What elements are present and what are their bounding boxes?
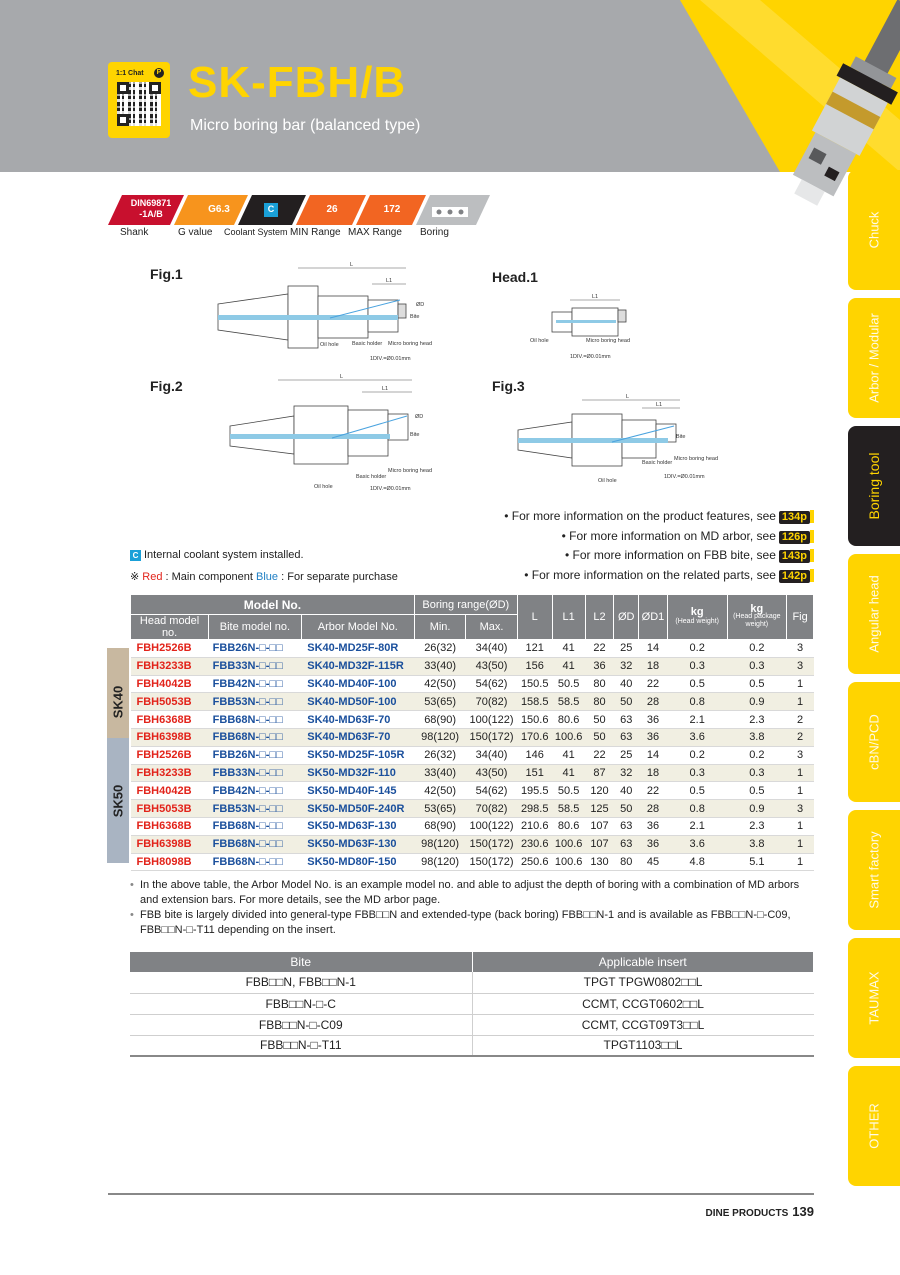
cell-L: 170.6 [517,728,552,746]
svg-text:Basic holder: Basic holder [642,460,673,466]
tab-arbor-modular[interactable]: Arbor / Modular [848,298,900,418]
cell-head-weight: 0.3 [667,657,727,675]
table-row [130,993,814,1014]
cell-L1: 41 [552,764,585,782]
cell-D1: 36 [639,728,668,746]
cell-D1: 36 [639,711,668,729]
th-D1: ØD1 [639,595,668,640]
min-range-label: MIN Range [290,227,341,238]
ref-features: • For more information on the product features, see 134p [504,509,814,524]
cell-D1: 18 [639,764,668,782]
fig3-drawing [512,392,719,492]
group-sk40: SK40 [107,648,129,756]
cell-max: 100(122) [466,711,517,729]
cell-L: 210.6 [517,817,552,835]
cell-insert: TPGT1103□□L [472,1035,814,1056]
cell-min: 33(40) [414,657,465,675]
cell-max: 34(40) [466,640,517,658]
cell-package-weight: 0.5 [727,675,787,693]
cell-arbor-model: SK40-MD50F-100 [301,693,414,711]
cell-fig: 1 [787,675,814,693]
cell-max: 150(172) [466,728,517,746]
cell-L2: 80 [585,675,614,693]
svg-text:L1: L1 [382,386,389,392]
svg-text:1DIV.=Ø0.01mm: 1DIV.=Ø0.01mm [664,474,705,480]
cell-head-model: FBH8098B [131,853,209,871]
cell-fig: 3 [787,657,814,675]
cell-package-weight: 2.3 [727,817,787,835]
cell-head-weight: 2.1 [667,711,727,729]
cell-fig: 1 [787,693,814,711]
cell-L: 195.5 [517,782,552,800]
cell-L2: 80 [585,693,614,711]
cell-L1: 80.6 [552,817,585,835]
svg-text:L1: L1 [656,402,663,408]
th-arbor-model: Arbor Model No. [301,615,414,640]
cell-L1: 58.5 [552,693,585,711]
cell-L2: 50 [585,711,614,729]
cell-L: 121 [517,640,552,658]
max-range-value: 172 [383,204,401,215]
cell-arbor-model: SK40-MD40F-100 [301,675,414,693]
note-item: • In the above table, the Arbor Model No. is an example model no. and able to adjust the depth of boring with a combination of MD arbors and extension bars. For more details, see the MD arbor page. [130,878,814,908]
cell-L1: 100.6 [552,835,585,853]
notes-list [130,878,814,938]
svg-text:Oil hole: Oil hole [314,484,333,490]
svg-text:Micro boring head: Micro boring head [388,468,433,474]
product-table [130,594,814,871]
svg-text:Basic holder: Basic holder [352,341,383,347]
cell-D: 25 [614,746,639,764]
table-row [131,764,814,782]
cell-max: 70(82) [466,693,517,711]
category-sidebar [848,170,900,1275]
cell-bite-model: FBB26N-□-□□ [209,640,302,658]
svg-text:1DIV.=Ø0.01mm: 1DIV.=Ø0.01mm [370,356,411,362]
coolant-note: C Internal coolant system installed. [130,549,304,561]
cell-max: 70(82) [466,800,517,818]
cell-L1: 100.6 [552,728,585,746]
tab-taumax[interactable]: TAUMAX [848,938,900,1058]
cell-head-weight: 0.2 [667,640,727,658]
cell-bite: FBB□□N-□-C [130,993,472,1014]
table-row [131,711,814,729]
svg-text:L: L [340,374,344,380]
cell-L: 151 [517,764,552,782]
qr-chat-label: 1:1 Chat [116,70,144,77]
tab-smart-factory[interactable]: Smart factory [848,810,900,930]
th-L1: L1 [552,595,585,640]
tab-other[interactable]: OTHER [848,1066,900,1186]
cell-fig: 1 [787,835,814,853]
svg-text:Micro boring head: Micro boring head [388,341,433,347]
table-row [130,1035,814,1056]
cell-arbor-model: SK50-MD32F-110 [301,764,414,782]
coolant-label: Coolant System [224,227,288,237]
cell-L1: 58.5 [552,800,585,818]
svg-text:L: L [626,394,630,400]
cell-L: 250.6 [517,853,552,871]
cell-bite-model: FBB68N-□-□□ [209,817,302,835]
cell-head-model: FBH3233B [131,764,209,782]
th-max: Max. [466,615,517,640]
cell-max: 54(62) [466,675,517,693]
group-sk50: SK50 [107,738,129,863]
cell-fig: 1 [787,782,814,800]
cell-L2: 87 [585,764,614,782]
cell-min: 53(65) [414,693,465,711]
cell-L1: 41 [552,657,585,675]
cell-bite-model: FBB33N-□-□□ [209,657,302,675]
th-boring-range: Boring range(ØD) [414,595,517,615]
cell-D1: 45 [639,853,668,871]
cell-package-weight: 0.9 [727,693,787,711]
th-bite: Bite [130,952,472,972]
cell-D: 40 [614,675,639,693]
cell-D1: 14 [639,746,668,764]
th-D: ØD [614,595,639,640]
table-row [131,835,814,853]
head1-label: Head.1 [492,269,538,285]
svg-text:Micro boring head: Micro boring head [586,338,631,344]
cell-fig: 3 [787,800,814,818]
cell-head-model: FBH2526B [131,746,209,764]
cell-L2: 107 [585,835,614,853]
cell-D1: 18 [639,657,668,675]
page-link-142[interactable]: 142p [779,570,810,583]
cell-bite-model: FBB68N-□-□□ [209,711,302,729]
tab-chuck[interactable]: Chuck [848,170,900,290]
cell-min: 98(120) [414,853,465,871]
cell-D1: 22 [639,675,668,693]
cell-insert: CCMT, CCGT0602□□L [472,993,814,1014]
svg-text:ØD: ØD [416,302,425,308]
cell-D: 80 [614,853,639,871]
min-range-value: 26 [326,204,338,215]
cell-L: 150.6 [517,711,552,729]
cell-fig: 1 [787,817,814,835]
cell-max: 43(50) [466,657,517,675]
svg-text:1DIV.=Ø0.01mm: 1DIV.=Ø0.01mm [370,486,411,492]
bite-insert-table [130,952,814,1057]
cell-bite-model: FBB33N-□-□□ [209,764,302,782]
cell-L1: 50.5 [552,675,585,693]
cell-D1: 36 [639,835,668,853]
cell-arbor-model: SK40-MD63F-70 [301,711,414,729]
cell-package-weight: 3.8 [727,835,787,853]
cell-L: 158.5 [517,693,552,711]
footer-brand: DINE PRODUCTS [705,1208,789,1219]
page-link-134[interactable]: 134p [779,511,810,524]
cell-L: 156 [517,657,552,675]
cell-head-weight: 0.8 [667,800,727,818]
cell-package-weight: 0.5 [727,782,787,800]
table-row [131,728,814,746]
cell-D: 63 [614,835,639,853]
cell-L: 150.5 [517,675,552,693]
ref-related-parts: • For more information on the related parts, see 142p [524,568,814,583]
cell-bite-model: FBB42N-□-□□ [209,782,302,800]
cell-D: 25 [614,640,639,658]
cell-head-model: FBH5053B [131,693,209,711]
cell-L1: 41 [552,640,585,658]
cell-D: 63 [614,711,639,729]
table-row [131,640,814,658]
cell-L: 230.6 [517,835,552,853]
cell-package-weight: 0.3 [727,657,787,675]
cell-head-model: FBH6368B [131,817,209,835]
cell-arbor-model: SK40-MD32F-115R [301,657,414,675]
footer-divider [108,1193,814,1195]
svg-text:L1: L1 [386,278,393,284]
tab-angular-head[interactable]: Angular head [848,554,900,674]
table-row [131,800,814,818]
cell-bite-model: FBB42N-□-□□ [209,675,302,693]
ref-md-arbor: • For more information on MD arbor, see 126p [562,529,814,544]
cell-min: 26(32) [414,640,465,658]
cell-L2: 22 [585,640,614,658]
cell-L2: 125 [585,800,614,818]
spec-badges [108,195,498,238]
th-min: Min. [414,615,465,640]
cell-head-model: FBH3233B [131,657,209,675]
cell-min: 98(120) [414,835,465,853]
cell-head-weight: 3.6 [667,728,727,746]
cell-arbor-model: SK50-MD50F-240R [301,800,414,818]
cell-fig: 3 [787,640,814,658]
cell-min: 26(32) [414,746,465,764]
table-row [131,657,814,675]
fig1-drawing [210,258,440,368]
cell-min: 53(65) [414,800,465,818]
svg-text:ØD: ØD [415,414,424,420]
page-subtitle: Micro boring bar (balanced type) [190,117,421,134]
cell-arbor-model: SK50-MD63F-130 [301,835,414,853]
cell-fig: 3 [787,746,814,764]
cell-arbor-model: SK50-MD40F-145 [301,782,414,800]
fig1-label: Fig.1 [150,266,183,282]
cell-L2: 50 [585,728,614,746]
cell-insert: CCMT, CCGT09T3□□L [472,1014,814,1035]
cell-bite: FBB□□N-□-C09 [130,1014,472,1035]
th-head-weight: kg (Head weight) [667,595,727,640]
cell-L1: 80.6 [552,711,585,729]
cell-package-weight: 0.2 [727,640,787,658]
th-bite-model: Bite model no. [209,615,302,640]
svg-text:Micro boring head: Micro boring head [674,456,719,462]
cell-D: 63 [614,817,639,835]
p-icon: P [154,68,164,78]
cell-bite: FBB□□N, FBB□□N-1 [130,972,472,993]
th-fig: Fig [787,595,814,640]
qr-chat-badge[interactable] [108,62,170,138]
cell-L: 146 [517,746,552,764]
cell-head-weight: 0.5 [667,675,727,693]
tab-boring-tool[interactable]: Boring tool [848,426,900,546]
cell-L2: 107 [585,817,614,835]
footer [706,1204,815,1219]
cell-min: 98(120) [414,728,465,746]
cell-min: 33(40) [414,764,465,782]
cell-L: 298.5 [517,800,552,818]
cell-D1: 28 [639,693,668,711]
cell-min: 68(90) [414,711,465,729]
cell-head-weight: 0.3 [667,764,727,782]
table-row [131,746,814,764]
cell-head-model: FBH4042B [131,675,209,693]
cell-D: 50 [614,693,639,711]
cell-fig: 1 [787,764,814,782]
th-L: L [517,595,552,640]
cell-L1: 100.6 [552,853,585,871]
cell-L1: 41 [552,746,585,764]
cell-arbor-model: SK40-MD63F-70 [301,728,414,746]
cell-L2: 22 [585,746,614,764]
cell-D1: 14 [639,640,668,658]
cell-head-weight: 3.6 [667,835,727,853]
cell-head-model: FBH5053B [131,800,209,818]
table-row [131,853,814,871]
table-row [131,817,814,835]
fig3-label: Fig.3 [492,378,525,394]
shank-value: DIN69871 -1A/B [130,198,172,219]
svg-text:Oil hole: Oil hole [598,478,617,484]
cell-D: 32 [614,764,639,782]
cell-D: 40 [614,782,639,800]
cell-fig: 2 [787,728,814,746]
cell-bite-model: FBB53N-□-□□ [209,800,302,818]
cell-min: 42(50) [414,675,465,693]
cell-bite: FBB□□N-□-T11 [130,1035,472,1056]
fig2-label: Fig.2 [150,378,183,394]
cell-max: 34(40) [466,746,517,764]
coolant-icon: C [130,550,141,561]
svg-text:Bite: Bite [676,434,686,440]
cell-fig: 2 [787,711,814,729]
cell-bite-model: FBB26N-□-□□ [209,746,302,764]
svg-text:L: L [350,262,354,268]
tab-cbn-pcd[interactable]: cBN/PCD [848,682,900,802]
shank-label: Shank [120,227,149,238]
fig2-drawing [222,368,432,498]
cell-package-weight: 5.1 [727,853,787,871]
svg-text:1DIV.=Ø0.01mm: 1DIV.=Ø0.01mm [570,354,611,360]
cell-package-weight: 0.3 [727,764,787,782]
page-link-126[interactable]: 126p [779,531,810,544]
th-head-model: Head model no. [131,615,209,640]
table-row [131,675,814,693]
svg-text:L1: L1 [592,294,599,300]
svg-text:Bite: Bite [410,432,420,438]
cell-package-weight: 0.2 [727,746,787,764]
cell-D: 32 [614,657,639,675]
cell-fig: 1 [787,853,814,871]
th-applicable-insert: Applicable insert [472,952,814,972]
cell-min: 68(90) [414,817,465,835]
cell-L2: 120 [585,782,614,800]
table-row [131,693,814,711]
cell-min: 42(50) [414,782,465,800]
cell-D1: 28 [639,800,668,818]
svg-text:Oil hole: Oil hole [530,338,549,344]
cell-head-model: FBH4042B [131,782,209,800]
cell-L1: 50.5 [552,782,585,800]
head1-drawing [530,290,680,365]
gvalue-label: G value [178,227,213,238]
svg-text:Basic holder: Basic holder [356,474,387,480]
color-legend-note: ※ Red : Main component Blue : For separate purchase [130,571,398,583]
table-row [131,782,814,800]
th-model-no: Model No. [131,595,415,615]
cell-max: 100(122) [466,817,517,835]
boring-label: Boring [420,227,449,238]
cell-arbor-model: SK40-MD25F-80R [301,640,414,658]
cell-bite-model: FBB68N-□-□□ [209,835,302,853]
cell-D1: 36 [639,817,668,835]
cell-head-weight: 0.2 [667,746,727,764]
cell-bite-model: FBB68N-□-□□ [209,728,302,746]
cell-head-model: FBH6398B [131,835,209,853]
cell-package-weight: 0.9 [727,800,787,818]
cell-arbor-model: SK50-MD25F-105R [301,746,414,764]
cell-max: 43(50) [466,764,517,782]
cell-L2: 36 [585,657,614,675]
cell-package-weight: 3.8 [727,728,787,746]
cell-head-weight: 2.1 [667,817,727,835]
cell-head-weight: 0.8 [667,693,727,711]
cell-package-weight: 2.3 [727,711,787,729]
cell-head-model: FBH6398B [131,728,209,746]
cell-head-weight: 4.8 [667,853,727,871]
svg-text:Oil hole: Oil hole [320,342,339,348]
gvalue-value: G6.3 [208,204,230,215]
ref-fbb-bite: • For more information on FBB bite, see 143p [565,548,814,563]
cell-D: 50 [614,800,639,818]
th-L2: L2 [585,595,614,640]
page-link-143[interactable]: 143p [779,550,810,563]
cell-arbor-model: SK50-MD63F-130 [301,817,414,835]
cell-max: 150(172) [466,853,517,871]
coolant-value: C [267,204,275,214]
page-number: 139 [792,1204,814,1219]
max-range-label: MAX Range [348,227,402,238]
cell-L2: 130 [585,853,614,871]
note-item: • FBB bite is largely divided into general-type FBB□□N and extended-type (back boring) FBB□□N-1 and is available as FBB□□N-□-C09, FBB□□N-□-T11 depending on the insert. [130,908,814,938]
table-row [130,1014,814,1035]
th-package-weight: kg (Head package weight) [727,595,787,640]
table-row [130,972,814,993]
cell-head-weight: 0.5 [667,782,727,800]
svg-text:Bite: Bite [410,314,420,320]
cell-max: 150(172) [466,835,517,853]
cell-bite-model: FBB68N-□-□□ [209,853,302,871]
cell-head-model: FBH6368B [131,711,209,729]
cell-insert: TPGT TPGW0802□□L [472,972,814,993]
cell-D: 63 [614,728,639,746]
cell-arbor-model: SK50-MD80F-150 [301,853,414,871]
cell-max: 54(62) [466,782,517,800]
cell-bite-model: FBB53N-□-□□ [209,693,302,711]
cell-head-model: FBH2526B [131,640,209,658]
page-title: SK-FBH/B [188,58,407,107]
cell-D1: 22 [639,782,668,800]
